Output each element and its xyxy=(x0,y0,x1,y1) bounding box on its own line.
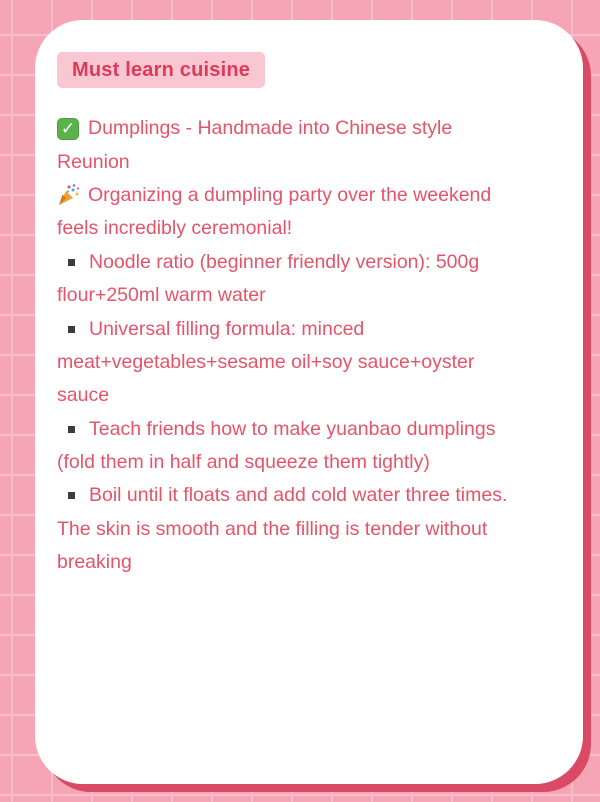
note-line-text: The skin is smooth and the filling is tender without xyxy=(57,517,488,540)
note-line-text: Boil until it floats and add cold water three times. xyxy=(89,484,508,507)
note-line-text: flour+250ml warm water xyxy=(57,284,266,307)
note-line xyxy=(57,446,567,479)
note-line xyxy=(57,413,567,446)
note-line xyxy=(57,279,567,312)
note-line xyxy=(57,546,567,579)
note-line-text: Dumplings - Handmade into Chinese style xyxy=(88,117,453,140)
note-line-text: sauce xyxy=(57,384,110,407)
note-line xyxy=(57,246,567,279)
note-line xyxy=(57,346,567,379)
title-badge xyxy=(57,52,265,88)
note-line-text: Universal filling formula: minced xyxy=(89,317,365,340)
note-line-text: Teach friends how to make yuanbao dumplings xyxy=(89,417,496,440)
check-mark-icon xyxy=(57,118,79,140)
note-line xyxy=(57,112,567,145)
note-line-text: feels incredibly ceremonial! xyxy=(57,217,293,240)
party-popper-icon xyxy=(57,183,81,207)
bullet-icon xyxy=(68,326,75,333)
note-line-text: Reunion xyxy=(57,150,130,173)
note-line xyxy=(57,312,567,345)
note-line xyxy=(57,513,567,546)
note-line xyxy=(57,145,567,178)
note-line xyxy=(57,179,567,212)
note-line-text: (fold them in half and squeeze them tightly) xyxy=(57,451,430,474)
note-line-text: Organizing a dumpling party over the weekend xyxy=(88,183,492,206)
note-line xyxy=(57,479,567,512)
note-body xyxy=(57,112,567,579)
page-title: Must learn cuisine xyxy=(72,58,251,81)
note-line xyxy=(57,379,567,412)
note-line xyxy=(57,212,567,245)
bullet-icon xyxy=(68,492,75,499)
note-card xyxy=(35,20,583,784)
bullet-icon xyxy=(68,426,75,433)
note-line-text: meat+vegetables+sesame oil+soy sauce+oyster xyxy=(57,350,475,373)
bullet-icon xyxy=(68,259,75,266)
note-line-text: breaking xyxy=(57,551,132,574)
note-line-text: Noodle ratio (beginner friendly version): 500g xyxy=(89,250,480,273)
